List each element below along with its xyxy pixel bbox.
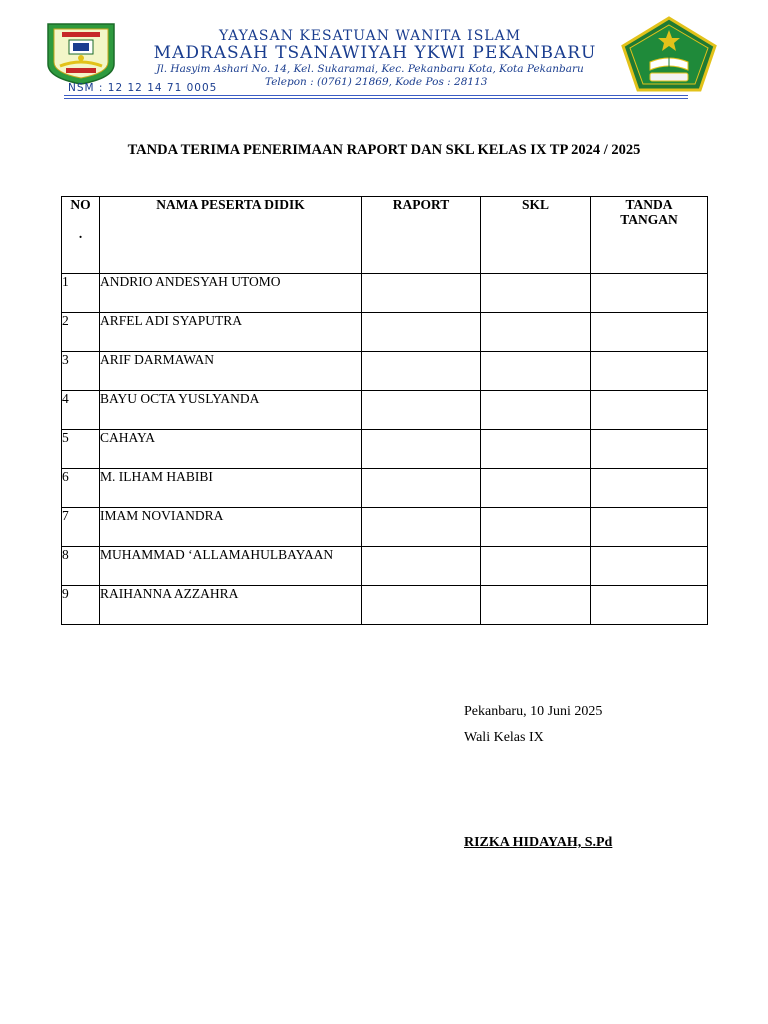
school-phone: Telepon : (0761) 21869, Kode Pos : 28113 xyxy=(265,76,488,88)
letterhead-rule-top xyxy=(64,95,688,96)
header-skl: SKL xyxy=(481,197,591,274)
school-crest-icon xyxy=(42,20,120,86)
signature-cell xyxy=(591,547,708,586)
header-signature xyxy=(591,197,708,274)
skl-cell xyxy=(481,469,591,508)
table-row xyxy=(62,313,708,352)
table-row xyxy=(62,430,708,469)
signature-cell xyxy=(591,508,708,547)
header-no-dot: . xyxy=(78,226,83,241)
document-title: TANDA TERIMA PENERIMAAN RAPORT DAN SKL KELAS IX TP 2024 / 2025 xyxy=(127,142,641,158)
skl-cell xyxy=(481,352,591,391)
student-name: ANDRIO ANDESYAH UTOMO xyxy=(100,274,362,313)
raport-cell xyxy=(362,313,481,352)
signature-cell xyxy=(591,391,708,430)
table-header-row xyxy=(62,197,708,274)
header-signature-line1: TANDA xyxy=(625,197,673,212)
skl-cell xyxy=(481,391,591,430)
table-row xyxy=(62,391,708,430)
letterhead xyxy=(40,14,724,100)
header-signature-line2: TANGAN xyxy=(620,212,678,227)
skl-cell xyxy=(481,430,591,469)
student-name: CAHAYA xyxy=(100,430,362,469)
table-row xyxy=(62,508,708,547)
raport-cell xyxy=(362,391,481,430)
foundation-name: YAYASAN KESATUAN WANITA ISLAM xyxy=(218,28,522,44)
row-number: 6 xyxy=(62,469,100,508)
row-number: 2 xyxy=(62,313,100,352)
raport-cell xyxy=(362,508,481,547)
skl-cell xyxy=(481,586,591,625)
raport-cell xyxy=(362,547,481,586)
student-name: RAIHANNA AZZAHRA xyxy=(100,586,362,625)
skl-cell xyxy=(481,274,591,313)
signature-cell xyxy=(591,430,708,469)
header-name: NAMA PESERTA DIDIK xyxy=(100,197,362,274)
skl-cell xyxy=(481,547,591,586)
raport-cell xyxy=(362,352,481,391)
table-row xyxy=(62,547,708,586)
student-name: ARFEL ADI SYAPUTRA xyxy=(100,313,362,352)
table-row xyxy=(62,352,708,391)
signature-cell xyxy=(591,274,708,313)
signature-cell xyxy=(591,586,708,625)
letterhead-rule-bottom xyxy=(64,98,688,99)
header-raport: RAPORT xyxy=(362,197,481,274)
row-number: 3 xyxy=(62,352,100,391)
school-address: Jl. Hasyim Ashari No. 14, Kel. Sukaramai, Kec. Pekanbaru Kota, Kota Pekanbaru xyxy=(156,63,584,75)
row-number: 5 xyxy=(62,430,100,469)
row-number: 7 xyxy=(62,508,100,547)
student-name: IMAM NOVIANDRA xyxy=(100,508,362,547)
student-name: ARIF DARMAWAN xyxy=(100,352,362,391)
table-row xyxy=(62,469,708,508)
row-number: 8 xyxy=(62,547,100,586)
ministry-emblem-icon xyxy=(620,16,718,92)
raport-cell xyxy=(362,430,481,469)
student-name: MUHAMMAD ‘ALLAMAHULBAYAAN xyxy=(100,547,362,586)
header-no xyxy=(62,197,100,274)
skl-cell xyxy=(481,508,591,547)
raport-cell xyxy=(362,469,481,508)
row-number: 1 xyxy=(62,274,100,313)
signature-place-date: Pekanbaru, 10 Juni 2025 xyxy=(464,704,603,719)
school-name: MADRASAH TSANAWIYAH YKWI PEKANBARU xyxy=(153,43,597,63)
student-name: BAYU OCTA YUSLYANDA xyxy=(100,391,362,430)
signature-name: RIZKA HIDAYAH, S.Pd xyxy=(464,835,613,850)
raport-cell xyxy=(362,586,481,625)
row-number: 4 xyxy=(62,391,100,430)
student-name: M. ILHAM HABIBI xyxy=(100,469,362,508)
table-row xyxy=(62,586,708,625)
table-row xyxy=(62,274,708,313)
raport-cell xyxy=(362,274,481,313)
receipt-table xyxy=(61,196,708,625)
signature-cell xyxy=(591,352,708,391)
signature-cell xyxy=(591,313,708,352)
school-nsm: NSM : 12 12 14 71 0005 xyxy=(68,82,218,94)
skl-cell xyxy=(481,313,591,352)
signature-cell xyxy=(591,469,708,508)
row-number: 9 xyxy=(62,586,100,625)
header-no-label: NO xyxy=(70,197,91,212)
signature-role: Wali Kelas IX xyxy=(464,730,544,745)
